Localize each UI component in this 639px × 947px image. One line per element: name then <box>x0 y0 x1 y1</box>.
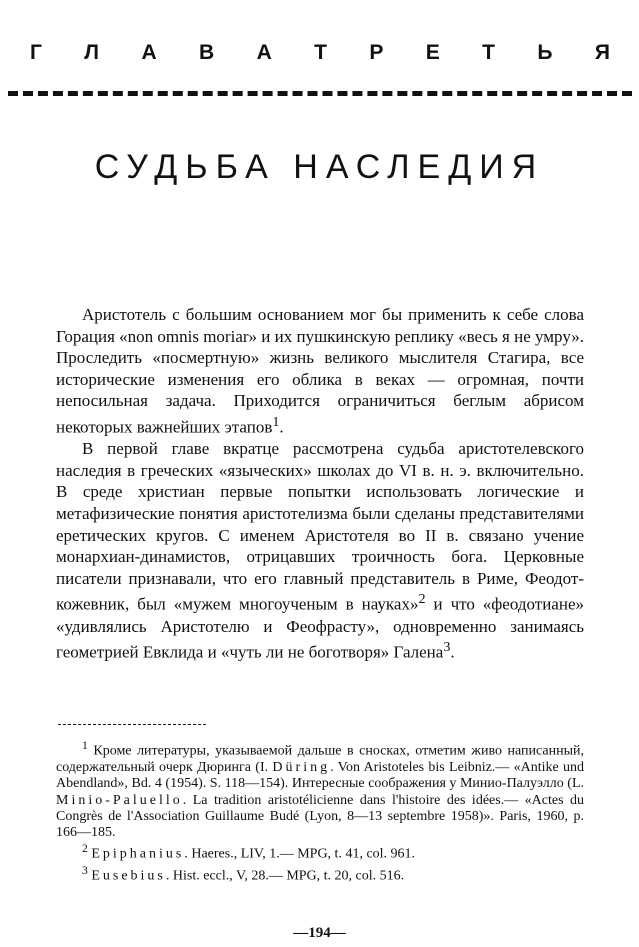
footnote-text: . La tradition aristotélicienne dans l'histoire des idées.— «Actes du Congrès de l'Association Guillaume Budé (Lyon, 8—13 septembre 1958)». Paris, 1960, p. 166—185. <box>56 792 584 841</box>
footnote <box>56 841 584 863</box>
footnote <box>56 863 584 885</box>
footnote-author: Epiphanius <box>91 847 185 863</box>
paragraph-text: Аристотель с большим основанием мог бы применить к себе слова Горация «non omnis moriar» и их пушкинскую реплику «весь я не умру». Проследить «посмертную» жизнь великого мыслителя Стагира, все исторические изменения его облика в веках — огромная, почти непосильная задача. Приходится ограничиться беглым абрисом некоторых важнейших этапов <box>56 305 585 437</box>
chapter-letter: А <box>256 41 272 64</box>
chapter-letter: Л <box>84 41 100 64</box>
body-text <box>56 304 584 663</box>
chapter-letter: А <box>141 41 157 64</box>
chapter-divider <box>8 91 632 96</box>
paragraph-text: В первой главе вкратце рассмотрена судьба аристотелевского наследия в греческих «языческих» школах до VI в. н. э. включительно. В среде христиан первые попытки использовать логические и метафизические понятия аристотелизма были сделаны представителями еретических кругов. С именем Аристотеля во II в. связано учение монархиан-динамистов, отрицавших троичность бога. Церковные писатели признавали, что его главный представитель в Риме, Феодот-кожевник, был «мужем многоученым в науках» <box>56 439 584 615</box>
footnote-number: 1 <box>82 739 88 752</box>
paragraph-end: . <box>450 642 455 662</box>
footnote-text: . Von Aristoteles bis Leibniz.— «Antike und Abendland», Bd. 4 (1954). S. 118—154). Интересные соображения у Минио-Палуэлло (L. <box>56 759 585 792</box>
chapter-label <box>30 40 610 66</box>
footnote-author: Minio-Paluello <box>56 792 183 808</box>
chapter-letter: Т <box>482 41 495 64</box>
paragraph <box>56 304 584 438</box>
chapter-letter: Ь <box>537 41 553 64</box>
chapter-title: СУДЬБА НАСЛЕДИЯ <box>94 147 545 186</box>
paragraph-end: . <box>279 417 284 437</box>
footnotes <box>56 738 584 885</box>
footnote-ref: 2 <box>418 591 426 608</box>
footnote-ref: 1 <box>272 413 280 430</box>
paragraph-text: и что «феодотиане» «удивлялись Аристотелю и Феофрасту», одновременно занимаясь геометрией Евклида и «чуть ли не боготворя» Галена <box>56 595 584 662</box>
footnote <box>56 738 584 841</box>
footnote-text: . Hist. eccl., V, 28.— MPG, t. 20, col. 516. <box>165 869 405 885</box>
chapter-letter: Я <box>594 41 610 64</box>
chapter-letter: Р <box>369 41 384 64</box>
chapter-letter: Г <box>30 41 42 64</box>
footnote-author: Eusebius <box>91 869 166 885</box>
footnote-text: Кроме литературы, указываемой дальше в сносках, отметим живо написанный, содержательный очерк Дюринга (I. <box>56 743 584 775</box>
footnote-text: . Haeres., LIV, 1.— MPG, t. 41, col. 961. <box>184 847 416 863</box>
chapter-letter: В <box>199 41 215 64</box>
footnote-author: Düring <box>272 759 331 775</box>
chapter-letter: Т <box>314 41 327 64</box>
footnote-number: 3 <box>82 864 88 878</box>
footnote-number: 2 <box>82 842 88 856</box>
chapter-letter: Е <box>425 41 440 64</box>
footnote-separator <box>58 724 206 725</box>
paragraph <box>56 438 584 663</box>
footnote-ref: 3 <box>443 639 451 656</box>
page-number: —194— <box>293 925 346 941</box>
